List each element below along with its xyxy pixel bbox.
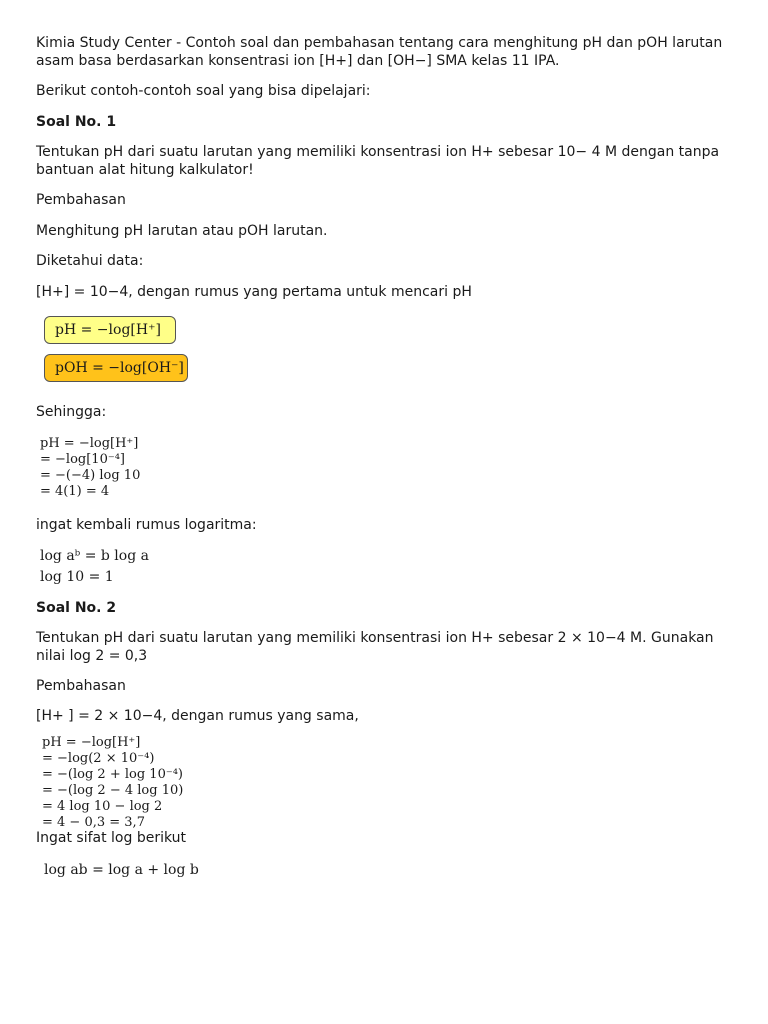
soal-1-question-line-2: bantuan alat hitung kalkulator! <box>36 162 254 178</box>
calc-line: = 4(1) = 4 <box>40 484 110 499</box>
calc-line: = −log(2 × 10⁻⁴) <box>42 751 155 766</box>
soal-2-ingat: Ingat sifat log berikut <box>36 830 187 846</box>
soal-1-calculation <box>40 436 140 500</box>
soal-2-heading: Soal No. 2 <box>36 600 117 616</box>
calc-line: = −(log 2 + log 10⁻⁴) <box>42 767 183 782</box>
soal-1-ingat: ingat kembali rumus logaritma: <box>36 517 257 533</box>
calc-line: = 4 − 0,3 = 3,7 <box>42 815 145 830</box>
soal-2-pembahasan: Pembahasan <box>36 678 126 694</box>
calc-line: = −(log 2 − 4 log 10) <box>42 783 184 798</box>
soal-1-given: [H+] = 10−4, dengan rumus yang pertama untuk mencari pH <box>36 284 472 300</box>
soal-1-heading: Soal No. 1 <box>36 114 117 130</box>
calc-line: = −(−4) log 10 <box>40 468 141 483</box>
soal-2-question-line-2: nilai log 2 = 0,3 <box>36 648 148 664</box>
log-rule-line: log aᵇ = b log a <box>40 548 149 564</box>
calc-line: = 4 log 10 − log 2 <box>42 799 163 814</box>
calc-line: = −log[10⁻⁴] <box>40 452 125 467</box>
intro-line-1: Kimia Study Center - Contoh soal dan pembahasan tentang cara menghitung pH dan pOH larutan <box>36 35 723 51</box>
soal-1-menghitung: Menghitung pH larutan atau pOH larutan. <box>36 223 328 239</box>
soal-1-pembahasan: Pembahasan <box>36 192 126 208</box>
soal-1-diketahui: Diketahui data: <box>36 253 144 269</box>
examples-intro: Berikut contoh-contoh soal yang bisa dipelajari: <box>36 83 371 99</box>
soal-1-sehingga: Sehingga: <box>36 404 107 420</box>
intro-line-2: asam basa berdasarkan konsentrasi ion [H+] dan [OH−] SMA kelas 11 IPA. <box>36 53 560 69</box>
poh-formula-box: pOH = −log[OH⁻] <box>44 354 188 382</box>
calc-line: pH = −log[H⁺] <box>42 735 141 750</box>
soal-2-given: [H+ ] = 2 × 10−4, dengan rumus yang sama, <box>36 708 359 724</box>
calc-line: pH = −log[H⁺] <box>40 436 139 451</box>
soal-2-calculation <box>42 735 183 831</box>
soal-1-question-line-1: Tentukan pH dari suatu larutan yang memiliki konsentrasi ion H+ sebesar 10− 4 M dengan tanpa <box>36 144 720 160</box>
ph-formula-box: pH = −log[H⁺] <box>44 316 176 344</box>
log-rule-line: log 10 = 1 <box>40 569 114 585</box>
log-rules <box>40 546 149 588</box>
soal-2-question-line-1: Tentukan pH dari suatu larutan yang memiliki konsentrasi ion H+ sebesar 2 × 10−4 M. Gunakan <box>36 630 714 646</box>
log-product-rule: log ab = log a + log b <box>44 862 199 878</box>
